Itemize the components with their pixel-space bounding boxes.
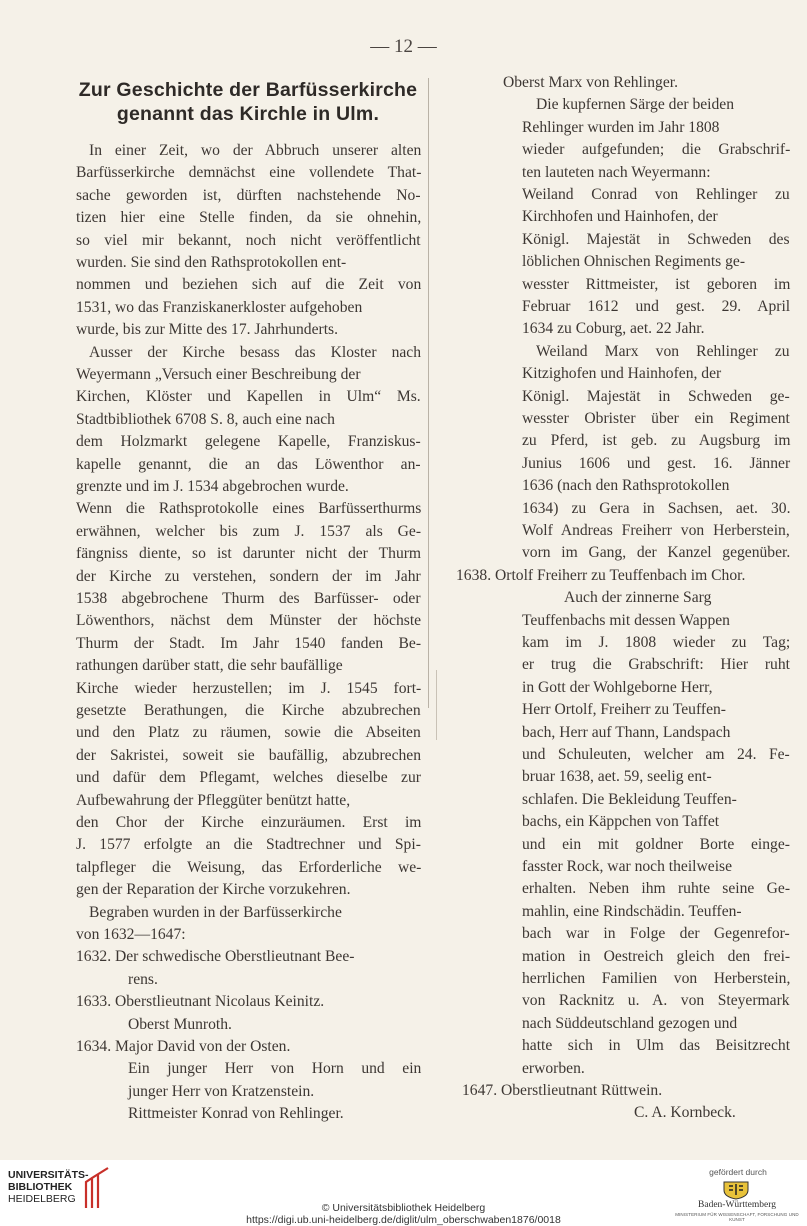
text-line: herrlichen Familien von Herberstein,: [522, 970, 791, 987]
source-url[interactable]: https://digi.ub.uni-heidelberg.de/diglit/ulm_oberschwaben1876/0018: [246, 1214, 561, 1226]
text-line: vorn im Gang, der Kanzel gegenüber.: [522, 544, 791, 562]
sponsor-ministry: MINISTERIUM FÜR WISSENSCHAFT, FORSCHUNG UND KUNST: [675, 1212, 799, 1222]
text-line: Ausser der Kirche besass das Kloster nach: [89, 343, 422, 361]
text-line: mation in Oestreich gleich den frei-: [522, 947, 791, 965]
text-line: der Kirche zu verstehen, sondern der im Jahr: [76, 567, 421, 585]
text-line: Wenn die Rathsprotokolle eines Barfüsserthurms: [76, 500, 422, 518]
text-line: wesster Rittmeister, ist geboren im: [522, 275, 791, 293]
text-line: Oberst Marx von Rehlinger.: [503, 74, 678, 91]
text-line: Auch der zinnerne Sarg: [564, 589, 712, 607]
text-line: Kirchen, Klöster und Kapellen in Ulm“ Ms.: [76, 388, 421, 406]
text-line: erhalten. Neben ihm ruhte seine Ge-: [522, 880, 791, 898]
text-line: grenzte und im J. 1534 abgebrochen wurde.: [76, 478, 349, 495]
copyright-notice: © Universitätsbibliothek Heidelberg: [321, 1202, 486, 1214]
text-line: dem Holzmarkt gelegene Kapelle, Franziskus-: [76, 433, 421, 451]
text-line: C. A. Kornbeck.: [634, 1104, 736, 1122]
text-line: und ein mit goldner Borte einge-: [522, 835, 790, 853]
text-line: bachs, ein Käppchen von Taffet: [522, 813, 720, 831]
text-line: Junius 1606 und gest. 16. Jänner: [522, 454, 791, 472]
text-line: so viel mir bekannt, noch nicht veröffentlicht: [76, 231, 421, 249]
text-line: Weyermann „Versuch einer Beschreibung der: [76, 366, 361, 383]
column-divider-lower: [436, 670, 437, 740]
text-line: gen der Reparation der Kirche vorzukehren.: [76, 881, 351, 899]
text-line: ten lauteten nach Weyermann:: [522, 163, 711, 181]
library-name-line: BIBLIOTHEK: [8, 1181, 73, 1193]
text-line: Thurm der Stadt. Im Jahr 1540 fanden Be-: [76, 634, 422, 652]
footer: [0, 1160, 807, 1225]
text-line: Barfüsserkirche demnächst eine vollendete That-: [76, 164, 422, 182]
text-line: Königl. Majestät in Schweden ge-: [522, 387, 790, 405]
text-line: 1634) zu Gera in Sachsen, aet. 30.: [522, 499, 791, 517]
text-line: rens.: [128, 970, 158, 988]
text-line: wurden. Sie sind den Rathsprotokollen ent-: [76, 254, 347, 271]
column-divider: [428, 78, 429, 708]
text-line: Rittmeister Konrad von Rehlinger.: [128, 1105, 344, 1123]
text-line: wurde, bis zur Mitte des 17. Jahrhunderts.: [76, 321, 339, 339]
text-line: 1632. Der schwedische Oberstlieutnant Bee-: [76, 948, 355, 966]
text-line: er trug die Grabschrift: Hier ruht: [522, 656, 790, 674]
text-line: 1634. Major David von der Osten.: [76, 1038, 291, 1055]
text-line: In einer Zeit, wo der Abbruch unserer alten: [89, 142, 422, 159]
title-line: Zur Geschichte der Barfüsserkirche: [78, 79, 418, 101]
text-line: von 1632—1647:: [76, 926, 186, 943]
text-line: Wolf Andreas Freiherr von Herberstein,: [522, 522, 790, 539]
text-line: wesster Obrister über ein Regiment: [522, 410, 790, 427]
text-line: 1638. Ortolf Freiherr zu Teuffenbach im Chor.: [456, 566, 746, 584]
text-line: 1531, wo das Franziskanerkloster aufgehoben: [76, 298, 363, 316]
text-line: den Chor der Kirche einzuräumen. Erst im: [76, 814, 422, 831]
text-line: Herr Ortolf, Freiherr zu Teuffen-: [522, 701, 726, 719]
text-line: gesetzte Berathungen, die Kirche abzubrechen: [76, 702, 421, 719]
text-line: Kirchhofen und Hainhofen, der: [522, 208, 718, 226]
text-line: und den Platz zu räumen, sowie die Abseiten: [76, 724, 421, 742]
sponsor-name: Baden-Württemberg: [698, 1200, 776, 1210]
text-line: und dafür dem Pflegamt, welches dieselbe zur: [76, 769, 421, 787]
text-line: 1636 (nach den Rathsprotokollen: [522, 477, 730, 495]
text-line: Die kupfernen Särge der beiden: [536, 96, 735, 114]
text-line: Begraben wurden in der Barfüsserkirche: [89, 903, 342, 921]
text-line: bach war in Folge der Gegenrefor-: [522, 925, 790, 943]
page-number: — 12 —: [370, 36, 437, 57]
title-line: genannt das Kirchle in Ulm.: [116, 103, 380, 125]
text-line: Februar 1612 und gest. 29. April: [522, 298, 791, 315]
text-line: Weiland Conrad von Rehlinger zu: [522, 186, 790, 203]
library-name-line: UNIVERSITÄTS-: [8, 1169, 89, 1181]
text-line: Teuffenbachs mit dessen Wappen: [522, 611, 730, 629]
text-line: schlafen. Die Bekleidung Teuffen-: [522, 790, 737, 808]
text-line: der Sakristei, soweit sie baufällig, abzubrechen: [76, 746, 422, 764]
text-line: in Gott der Wohlgeborne Herr,: [522, 678, 713, 696]
text-line: hatte sich in Ulm das Beisitzrecht: [522, 1037, 791, 1055]
text-line: erwähnen, welcher bis zum J. 1537 als Ge-: [76, 522, 422, 540]
text-line: Löwenthors, nächst dem Münster der höchste: [76, 612, 422, 630]
text-line: Oberst Munroth.: [128, 1015, 232, 1033]
text-line: fängniss diente, so ist darunter nicht der Thurm: [76, 545, 422, 563]
text-line: kam im J. 1808 wieder zu Tag;: [522, 634, 791, 651]
state-crest-icon: [720, 1178, 752, 1200]
library-name-line: HEIDELBERG: [8, 1193, 76, 1205]
text-line: Königl. Majestät in Schweden des: [522, 230, 790, 248]
text-line: Weiland Marx von Rehlinger zu: [536, 342, 790, 360]
text-line: kapelle genannt, die an das Löwenthor an-: [76, 455, 421, 473]
sponsor-label: gefördert durch: [709, 1167, 767, 1177]
text-line: 1538 abgebrochene Thurm des Barfüsser- oder: [76, 590, 421, 607]
text-line: Kitzighofen und Hainhofen, der: [522, 365, 722, 383]
text-line: erworben.: [522, 1059, 585, 1077]
text-line: talpfleger die Weisung, das Erforderliche we-: [76, 858, 422, 876]
text-line: 1647. Oberstlieutnant Rüttwein.: [462, 1082, 663, 1099]
library-name: [8, 1169, 89, 1205]
text-line: und Schuleuten, welcher am 24. Fe-: [522, 746, 790, 763]
text-line: 1634 zu Coburg, aet. 22 Jahr.: [522, 320, 705, 338]
text-line: Ein junger Herr von Horn und ein: [128, 1060, 422, 1078]
text-line: sache geworden ist, dürften nachstehende No-: [76, 186, 421, 204]
text-line: Stadtbibliothek 6708 S. 8, auch eine nach: [76, 410, 335, 428]
text-line: zu Pferd, ist geb. zu Augsburg im: [522, 432, 791, 450]
text-line: 1633. Oberstlieutnant Nicolaus Keinitz.: [76, 993, 325, 1011]
text-line: bruar 1638, aet. 59, seelig ent-: [522, 768, 712, 786]
text-line: von Racknitz u. A. von Steyermark: [522, 992, 790, 1010]
text-line: mahlin, eine Rindschädin. Teuffen-: [522, 902, 742, 920]
text-line: fasster Rock, war noch theilweise: [522, 858, 733, 875]
text-line: J. 1577 erfolgte an die Stadtrechner und Spi-: [76, 836, 421, 854]
text-line: nach Süddeutschland gezogen und: [522, 1014, 738, 1032]
text-line: junger Herr von Kratzenstein.: [128, 1082, 315, 1100]
text-line: Rehlinger wurden im Jahr 1808: [522, 118, 720, 136]
text-line: nommen und beziehen sich auf die Zeit von: [76, 276, 422, 294]
text-line: löblichen Ohnischen Regiments ge-: [522, 253, 746, 271]
text-line: Aufbewahrung der Pfleggüter benützt hatte,: [76, 791, 351, 809]
text-line: Kirche wieder herzustellen; im J. 1545 fort-: [76, 679, 422, 697]
text-line: rathungen darüber statt, die sehr baufällige: [76, 657, 343, 675]
article-title: [68, 78, 428, 126]
text-line: bach, Herr auf Thann, Landspach: [522, 723, 731, 741]
text-line: tizen hier eine Stelle finden, da sie ohnehin,: [76, 209, 422, 227]
text-line: wieder aufgefunden; die Grabschrif-: [522, 141, 791, 159]
